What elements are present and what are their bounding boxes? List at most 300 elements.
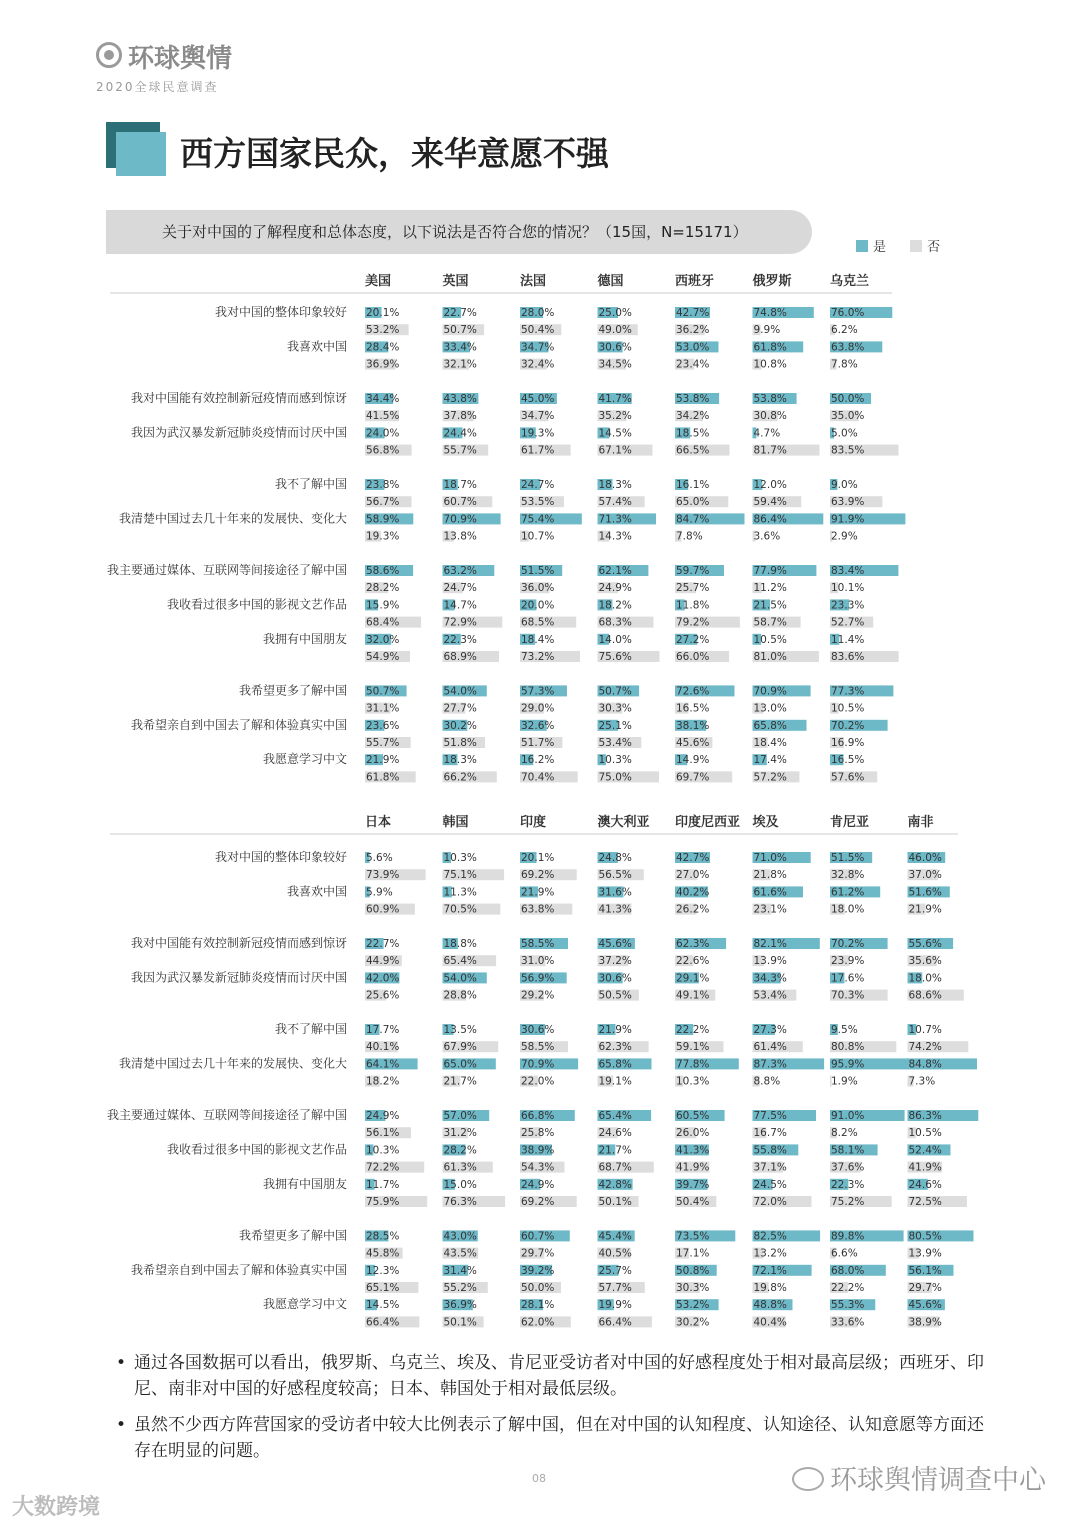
- value-label-no: 41.5%: [366, 410, 400, 423]
- value-label-no: 66.4%: [366, 1316, 400, 1329]
- value-label-yes: 80.5%: [908, 1230, 942, 1243]
- column-header-country: 印度尼西亚: [675, 815, 741, 830]
- value-label-yes: 30.6%: [598, 341, 632, 354]
- statement-label: 我因为武汉暴发新冠肺炎疫情而讨厌中国: [130, 970, 347, 985]
- value-label-yes: 14.5%: [366, 1299, 400, 1312]
- value-label-yes: 17.4%: [753, 754, 787, 767]
- value-label-no: 13.8%: [443, 530, 477, 543]
- column-header-country: 埃及: [752, 815, 779, 830]
- value-label-yes: 30.6%: [598, 972, 632, 985]
- value-label-yes: 30.6%: [521, 1024, 555, 1036]
- value-label-no: 44.9%: [366, 955, 400, 968]
- wechat-watermark: [792, 1458, 1046, 1497]
- value-label-yes: 51.5%: [521, 565, 555, 577]
- value-label-no: 68.5%: [521, 616, 555, 629]
- value-label-yes: 14.5%: [598, 427, 632, 440]
- value-label-no: 75.2%: [831, 1196, 865, 1208]
- value-label-no: 68.9%: [443, 651, 477, 663]
- value-label-yes: 56.1%: [908, 1264, 942, 1277]
- value-label-no: 32.4%: [521, 358, 555, 371]
- value-label-no: 29.7%: [521, 1247, 555, 1260]
- value-label-no: 16.9%: [831, 737, 865, 749]
- value-label-yes: 9.5%: [831, 1024, 858, 1036]
- value-label-yes: 60.7%: [521, 1230, 555, 1243]
- value-label-yes: 70.2%: [831, 719, 865, 732]
- value-label-no: 59.4%: [753, 496, 787, 509]
- value-label-yes: 31.6%: [598, 886, 632, 899]
- value-label-yes: 50.0%: [831, 393, 865, 405]
- value-label-no: 53.4%: [598, 737, 632, 749]
- value-label-no: 22.0%: [521, 1075, 555, 1088]
- value-label-yes: 71.0%: [753, 852, 787, 864]
- value-label-no: 66.5%: [676, 444, 710, 457]
- value-label-no: 83.6%: [831, 651, 865, 663]
- value-label-yes: 73.5%: [676, 1230, 710, 1243]
- value-label-yes: 65.4%: [598, 1110, 632, 1122]
- value-label-no: 58.5%: [521, 1041, 555, 1054]
- value-label-no: 75.1%: [443, 869, 477, 882]
- value-label-no: 13.2%: [753, 1247, 787, 1260]
- value-label-no: 68.4%: [366, 616, 400, 629]
- value-label-no: 57.4%: [598, 496, 632, 509]
- value-label-yes: 45.6%: [908, 1299, 942, 1312]
- value-label-yes: 18.2%: [598, 599, 632, 612]
- value-label-no: 75.0%: [598, 771, 632, 784]
- value-label-yes: 71.3%: [598, 513, 632, 526]
- value-label-yes: 58.9%: [366, 513, 400, 526]
- value-label-no: 3.6%: [753, 530, 781, 543]
- value-label-yes: 11.7%: [366, 1178, 400, 1191]
- value-label-no: 65.0%: [676, 496, 710, 509]
- value-label-yes: 17.6%: [831, 972, 865, 985]
- value-label-yes: 62.3%: [676, 938, 710, 950]
- value-label-no: 1.9%: [831, 1075, 858, 1088]
- value-label-no: 79.2%: [676, 616, 710, 629]
- value-label-no: 40.1%: [366, 1041, 400, 1054]
- value-label-yes: 91.9%: [831, 513, 865, 526]
- column-header-country: 肯尼亚: [830, 815, 870, 830]
- value-label-yes: 84.8%: [908, 1058, 942, 1071]
- value-label-yes: 70.9%: [443, 513, 477, 526]
- statement-label: 我希望更多了解中国: [238, 683, 347, 698]
- value-label-yes: 70.9%: [753, 685, 787, 698]
- value-label-no: 32.1%: [443, 358, 477, 371]
- value-label-no: 72.2%: [366, 1161, 400, 1174]
- value-label-no: 28.2%: [366, 582, 400, 595]
- value-label-yes: 25.7%: [598, 1264, 632, 1277]
- value-label-no: 31.1%: [366, 702, 400, 715]
- value-label-no: 10.5%: [831, 702, 865, 715]
- value-label-no: 16.5%: [676, 702, 710, 715]
- value-label-no: 34.5%: [598, 358, 632, 371]
- value-label-yes: 77.5%: [753, 1110, 787, 1122]
- legend-yes-label: 是: [873, 240, 887, 255]
- value-label-no: 27.7%: [443, 702, 477, 715]
- value-label-yes: 83.4%: [831, 565, 865, 577]
- value-label-no: 37.0%: [908, 869, 942, 882]
- value-label-no: 73.2%: [521, 651, 555, 663]
- value-label-yes: 5.0%: [831, 427, 858, 440]
- statement-label: 我对中国的整体印象较好: [214, 305, 347, 319]
- value-label-yes: 10.3%: [366, 1144, 400, 1157]
- value-label-no: 68.6%: [908, 989, 942, 1002]
- value-label-no: 35.6%: [908, 955, 942, 968]
- value-label-no: 57.7%: [598, 1282, 632, 1294]
- statement-label: 我不了解中国: [274, 1022, 347, 1036]
- value-label-yes: 16.2%: [521, 754, 555, 767]
- value-label-no: 81.0%: [753, 651, 787, 663]
- value-label-yes: 15.9%: [366, 599, 400, 612]
- wechat-icon: [792, 1467, 824, 1491]
- statement-label: 我拥有中国朋友: [262, 631, 347, 646]
- value-label-no: 49.1%: [676, 989, 710, 1002]
- value-label-yes: 68.0%: [831, 1264, 865, 1277]
- value-label-yes: 77.8%: [676, 1058, 710, 1071]
- value-label-no: 36.9%: [366, 358, 400, 371]
- value-label-no: 49.0%: [598, 324, 632, 337]
- value-label-yes: 11.8%: [676, 599, 710, 612]
- value-label-yes: 22.2%: [676, 1024, 710, 1036]
- value-label-no: 62.0%: [521, 1316, 555, 1329]
- value-label-no: 76.3%: [443, 1196, 477, 1208]
- value-label-yes: 45.0%: [521, 393, 555, 405]
- value-label-no: 72.9%: [443, 616, 477, 629]
- value-label-no: 68.7%: [598, 1161, 632, 1174]
- value-label-yes: 18.3%: [598, 479, 632, 491]
- value-label-yes: 58.5%: [521, 938, 555, 950]
- value-label-yes: 28.1%: [521, 1299, 555, 1312]
- value-label-no: 41.9%: [908, 1161, 942, 1174]
- value-label-yes: 10.3%: [598, 754, 632, 767]
- value-label-yes: 42.0%: [366, 972, 400, 985]
- statement-label: 我希望亲自到中国去了解和体验真实中国: [130, 717, 347, 732]
- value-label-no: 14.3%: [598, 530, 632, 543]
- value-label-no: 50.4%: [521, 324, 555, 337]
- value-label-yes: 18.4%: [521, 633, 555, 646]
- value-label-no: 30.3%: [598, 702, 632, 715]
- value-label-no: 83.5%: [831, 444, 865, 457]
- value-label-yes: 23.3%: [831, 599, 865, 612]
- statement-label: 我愿意学习中文: [262, 1297, 347, 1312]
- value-label-yes: 70.9%: [521, 1058, 555, 1071]
- value-label-no: 74.2%: [908, 1041, 942, 1054]
- legend-no-label: 否: [927, 240, 941, 255]
- value-label-no: 66.4%: [598, 1316, 632, 1329]
- value-label-no: 10.1%: [831, 582, 865, 595]
- value-label-yes: 60.5%: [676, 1110, 710, 1122]
- value-label-yes: 12.0%: [753, 479, 787, 491]
- value-label-no: 22.6%: [676, 955, 710, 968]
- value-label-yes: 75.4%: [521, 513, 555, 526]
- corner-watermark: 大数跨境: [12, 1495, 101, 1520]
- logo-text: 环球舆情: [128, 44, 233, 74]
- value-label-no: 68.3%: [598, 616, 632, 629]
- value-label-no: 75.9%: [366, 1196, 400, 1208]
- statement-label: 我希望更多了解中国: [238, 1228, 347, 1243]
- value-label-yes: 82.1%: [753, 938, 787, 950]
- value-label-no: 7.8%: [831, 358, 858, 371]
- value-label-no: 40.4%: [753, 1316, 787, 1329]
- value-label-yes: 21.5%: [753, 599, 787, 612]
- value-label-no: 25.8%: [521, 1127, 555, 1140]
- statement-label: 我希望亲自到中国去了解和体验真实中国: [130, 1262, 347, 1277]
- value-label-no: 33.6%: [831, 1316, 865, 1329]
- value-label-yes: 20.0%: [521, 599, 555, 612]
- value-label-yes: 23.6%: [366, 719, 400, 732]
- value-label-yes: 22.7%: [366, 938, 400, 950]
- value-label-no: 60.7%: [443, 496, 477, 509]
- value-label-no: 81.7%: [753, 444, 787, 457]
- value-label-yes: 10.3%: [443, 852, 477, 864]
- value-label-no: 40.5%: [598, 1247, 632, 1260]
- value-label-no: 34.7%: [521, 410, 555, 423]
- value-label-no: 36.2%: [676, 324, 710, 337]
- value-label-yes: 22.7%: [443, 307, 477, 319]
- value-label-yes: 56.9%: [521, 972, 555, 985]
- value-label-no: 26.0%: [676, 1127, 710, 1140]
- value-label-yes: 62.1%: [598, 565, 632, 577]
- value-label-no: 50.7%: [443, 324, 477, 337]
- value-label-yes: 65.0%: [443, 1058, 477, 1071]
- statement-label: 我拥有中国朋友: [262, 1176, 347, 1191]
- value-label-no: 69.7%: [676, 771, 710, 784]
- statement-label: 我喜欢中国: [286, 884, 347, 899]
- value-label-no: 66.0%: [676, 651, 710, 663]
- page-number: 08: [532, 1472, 546, 1485]
- value-label-yes: 10.7%: [908, 1024, 942, 1036]
- value-label-no: 35.0%: [831, 410, 865, 423]
- value-label-no: 23.9%: [831, 955, 865, 968]
- value-label-no: 18.2%: [366, 1075, 400, 1088]
- column-header-country: 德国: [597, 274, 624, 289]
- value-label-no: 69.2%: [521, 1196, 555, 1208]
- value-label-no: 57.6%: [831, 771, 865, 784]
- value-label-yes: 45.4%: [598, 1230, 632, 1243]
- value-label-yes: 21.9%: [521, 886, 555, 899]
- value-label-yes: 50.7%: [598, 685, 632, 698]
- value-label-no: 50.0%: [521, 1282, 555, 1294]
- value-label-no: 43.5%: [443, 1247, 477, 1260]
- value-label-yes: 28.2%: [443, 1144, 477, 1157]
- column-header-country: 乌克兰: [830, 274, 870, 289]
- value-label-yes: 13.5%: [443, 1024, 477, 1036]
- value-label-yes: 40.2%: [676, 886, 710, 899]
- value-label-yes: 20.1%: [521, 852, 555, 864]
- value-label-yes: 70.2%: [831, 938, 865, 950]
- column-header-country: 西班牙: [675, 274, 715, 289]
- column-header-country: 日本: [365, 815, 392, 830]
- value-label-no: 50.1%: [598, 1196, 632, 1208]
- value-label-yes: 21.9%: [598, 1024, 632, 1036]
- value-label-no: 30.2%: [676, 1316, 710, 1329]
- value-label-no: 57.2%: [753, 771, 787, 784]
- value-label-no: 51.7%: [521, 737, 555, 749]
- statement-label: 我收看过很多中国的影视文艺作品: [166, 597, 347, 612]
- value-label-no: 21.7%: [443, 1075, 477, 1088]
- value-label-no: 56.7%: [366, 496, 400, 509]
- value-label-no: 53.4%: [753, 989, 787, 1002]
- value-label-yes: 86.4%: [753, 513, 787, 526]
- value-label-no: 25.7%: [676, 582, 710, 595]
- value-label-no: 26.2%: [676, 903, 710, 916]
- value-label-no: 45.8%: [366, 1247, 400, 1260]
- value-label-no: 55.7%: [443, 444, 477, 457]
- value-label-no: 67.1%: [598, 444, 632, 457]
- value-label-yes: 30.2%: [443, 719, 477, 732]
- value-label-yes: 57.0%: [443, 1110, 477, 1122]
- value-label-yes: 50.8%: [676, 1264, 710, 1277]
- value-label-no: 61.4%: [753, 1041, 787, 1054]
- value-label-no: 54.3%: [521, 1161, 555, 1174]
- value-label-yes: 24.5%: [753, 1178, 787, 1191]
- value-label-no: 73.9%: [366, 869, 400, 882]
- value-label-yes: 28.0%: [521, 307, 555, 319]
- value-label-yes: 5.9%: [366, 886, 393, 899]
- value-label-yes: 53.8%: [753, 393, 787, 405]
- value-label-yes: 53.0%: [676, 341, 710, 354]
- value-label-yes: 77.9%: [753, 565, 787, 577]
- value-label-no: 23.4%: [676, 358, 710, 371]
- value-label-yes: 31.4%: [443, 1264, 477, 1277]
- value-label-yes: 55.6%: [908, 938, 942, 950]
- value-label-yes: 46.0%: [908, 852, 942, 864]
- value-label-yes: 14.0%: [598, 633, 632, 646]
- value-label-yes: 12.3%: [366, 1264, 400, 1277]
- value-label-yes: 91.0%: [831, 1110, 865, 1122]
- value-label-no: 63.9%: [831, 496, 865, 509]
- column-header-country: 印度: [520, 815, 547, 830]
- watermark-text: 环球舆情调查中心: [830, 1465, 1046, 1496]
- value-label-yes: 43.0%: [443, 1230, 477, 1243]
- value-label-yes: 95.9%: [831, 1058, 865, 1071]
- value-label-yes: 36.9%: [443, 1299, 477, 1312]
- value-label-yes: 24.9%: [521, 1178, 555, 1191]
- value-label-no: 61.8%: [366, 771, 400, 784]
- value-label-yes: 24.9%: [366, 1110, 400, 1122]
- column-header-country: 法国: [520, 274, 547, 289]
- value-label-no: 30.3%: [676, 1282, 710, 1294]
- value-label-no: 17.1%: [676, 1247, 710, 1260]
- value-label-no: 19.8%: [753, 1282, 787, 1294]
- value-label-no: 61.3%: [443, 1161, 477, 1174]
- value-label-no: 70.5%: [443, 903, 477, 916]
- value-label-yes: 11.4%: [831, 633, 865, 646]
- value-label-yes: 42.8%: [598, 1178, 632, 1191]
- value-label-yes: 84.7%: [676, 513, 710, 526]
- value-label-yes: 65.8%: [753, 719, 787, 732]
- value-label-yes: 22.3%: [443, 633, 477, 646]
- value-label-yes: 24.8%: [598, 852, 632, 864]
- value-label-yes: 15.0%: [443, 1178, 477, 1191]
- value-label-yes: 11.3%: [443, 886, 477, 899]
- value-label-no: 51.8%: [443, 737, 477, 749]
- value-label-yes: 28.5%: [366, 1230, 400, 1243]
- value-label-no: 53.2%: [366, 324, 400, 337]
- value-label-yes: 50.7%: [366, 685, 400, 698]
- value-label-no: 56.8%: [366, 444, 400, 457]
- value-label-yes: 33.4%: [443, 341, 477, 354]
- statement-label: 我清楚中国过去几十年来的发展快、变化大: [118, 511, 347, 526]
- value-label-no: 24.7%: [443, 582, 477, 595]
- value-label-no: 60.9%: [366, 903, 400, 916]
- value-label-no: 56.1%: [366, 1127, 400, 1140]
- value-label-no: 66.2%: [443, 771, 477, 784]
- value-label-no: 80.8%: [831, 1041, 865, 1054]
- value-label-yes: 45.6%: [598, 938, 632, 950]
- value-label-yes: 82.5%: [753, 1230, 787, 1243]
- value-label-yes: 42.7%: [676, 852, 710, 864]
- value-label-yes: 19.9%: [598, 1299, 632, 1312]
- value-label-yes: 39.7%: [676, 1178, 710, 1191]
- value-label-no: 37.1%: [753, 1161, 787, 1174]
- value-label-no: 50.5%: [598, 989, 632, 1002]
- value-label-yes: 77.3%: [831, 685, 865, 698]
- value-label-no: 65.1%: [366, 1282, 400, 1294]
- value-label-yes: 53.2%: [676, 1299, 710, 1312]
- value-label-no: 37.8%: [443, 410, 477, 423]
- value-label-yes: 72.6%: [676, 685, 710, 698]
- statement-label: 我主要通过媒体、互联网等间接途径了解中国: [106, 563, 347, 577]
- value-label-no: 24.9%: [598, 582, 632, 595]
- value-label-no: 19.3%: [366, 530, 400, 543]
- value-label-yes: 53.8%: [676, 393, 710, 405]
- column-header-country: 韩国: [442, 815, 469, 830]
- value-label-no: 29.7%: [908, 1282, 942, 1294]
- value-label-no: 70.3%: [831, 989, 865, 1002]
- column-header-country: 南非: [907, 815, 934, 830]
- value-label-yes: 25.0%: [598, 307, 632, 319]
- bullet-item: • 通过各国数据可以看出，俄罗斯、乌克兰、埃及、肯尼亚受访者对中国的好感程度处于相对最高层级；西班牙、印尼、南非对中国的好感程度较高；日本、韩国处于相对最低层级。: [116, 1350, 986, 1402]
- value-label-no: 67.9%: [443, 1041, 477, 1054]
- value-label-yes: 61.6%: [753, 886, 787, 899]
- value-label-no: 9.9%: [753, 324, 781, 337]
- value-label-yes: 18.7%: [443, 479, 477, 491]
- logo-subtitle: 2020全球民意调查: [96, 80, 219, 94]
- value-label-yes: 89.8%: [831, 1230, 865, 1243]
- value-label-yes: 23.8%: [366, 479, 400, 491]
- value-label-yes: 63.8%: [831, 341, 865, 354]
- value-label-no: 36.0%: [521, 582, 555, 595]
- statement-label: 我喜欢中国: [286, 339, 347, 354]
- value-label-yes: 18.3%: [443, 754, 477, 767]
- value-label-yes: 61.2%: [831, 886, 865, 899]
- value-label-yes: 34.7%: [521, 341, 555, 354]
- value-label-no: 53.5%: [521, 496, 555, 509]
- column-header-country: 英国: [442, 274, 469, 289]
- value-label-yes: 32.6%: [521, 719, 555, 732]
- value-label-yes: 58.1%: [831, 1144, 865, 1157]
- value-label-no: 13.9%: [908, 1247, 942, 1260]
- value-label-yes: 29.1%: [676, 972, 710, 985]
- value-label-yes: 34.3%: [753, 972, 787, 985]
- value-label-no: 27.0%: [676, 869, 710, 882]
- value-label-yes: 22.3%: [831, 1178, 865, 1191]
- value-label-no: 29.2%: [521, 989, 555, 1002]
- value-label-no: 35.2%: [598, 410, 632, 423]
- value-label-yes: 9.0%: [831, 479, 858, 491]
- value-label-no: 55.2%: [443, 1282, 477, 1294]
- value-label-yes: 59.7%: [676, 565, 710, 577]
- value-label-yes: 42.7%: [676, 307, 710, 319]
- value-label-no: 65.4%: [443, 955, 477, 968]
- statement-label: 我对中国的整体印象较好: [214, 850, 347, 864]
- value-label-no: 59.1%: [676, 1041, 710, 1054]
- value-label-no: 72.0%: [753, 1196, 787, 1208]
- value-label-yes: 21.9%: [366, 754, 400, 767]
- value-label-yes: 87.3%: [753, 1058, 787, 1071]
- value-label-yes: 5.6%: [366, 852, 393, 864]
- value-label-yes: 51.5%: [831, 852, 865, 864]
